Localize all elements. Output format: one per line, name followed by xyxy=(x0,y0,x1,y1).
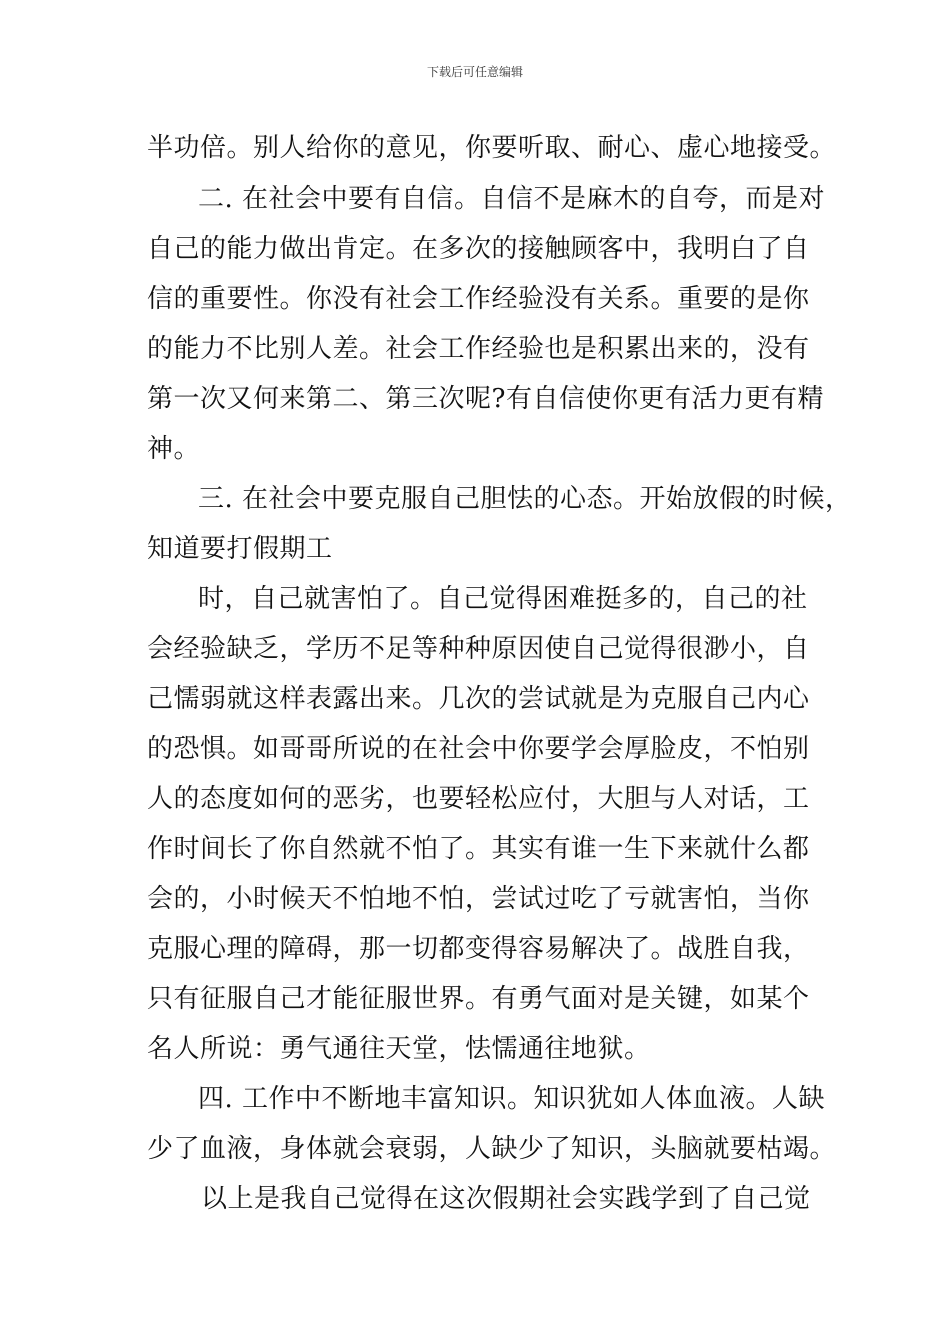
page-header: 下载后可任意编辑 xyxy=(426,65,523,79)
text-line: 的恐惧。如哥哥所说的在社会中你要学会厚脸皮，不怕别 xyxy=(147,734,810,764)
text-line: 自己的能力做出肯定。在多次的接触顾客中，我明白了自 xyxy=(147,234,810,264)
text-line: 时，自己就害怕了。自己觉得困难挺多的，自己的社 xyxy=(198,584,808,614)
text-line: 第一次又何来第二、第三次呢?有自信使你更有活力更有精 xyxy=(147,384,824,414)
text-line: 只有征服自己才能征服世界。有勇气面对是关键，如某个 xyxy=(147,984,810,1014)
text-line: 名人所说：勇气通往天堂，怯懦通往地狱。 xyxy=(147,1034,651,1064)
text-line: 信的重要性。你没有社会工作经验没有关系。重要的是你 xyxy=(147,284,810,314)
text-line: 的能力不比别人差。社会工作经验也是积累出来的，没有 xyxy=(147,334,810,364)
text-line: 克服心理的障碍，那一切都变得容易解决了。战胜自我， xyxy=(147,934,810,964)
text-line: 作时间长了你自然就不怕了。其实有谁一生下来就什么都 xyxy=(147,834,810,864)
text-line: 半功倍。别人给你的意见，你要听取、耐心、虚心地接受。 xyxy=(147,133,837,163)
text-line: 人的态度如何的恶劣，也要轻松应付，大胆与人对话，工 xyxy=(147,784,810,814)
text-line: 神。 xyxy=(147,434,201,464)
text-line: 己懦弱就这样表露出来。几次的尝试就是为克服自己内心 xyxy=(147,684,810,714)
text-line: 四. 工作中不断地丰富知识。知识犹如人体血液。人缺 xyxy=(198,1084,826,1114)
text-line: 会经验缺乏，学历不足等种种原因使自己觉得很渺小，自 xyxy=(147,634,810,664)
text-line: 知道要打假期工 xyxy=(147,534,333,564)
text-line: 会的，小时候天不怕地不怕，尝试过吃了亏就害怕，当你 xyxy=(147,884,810,914)
text-line: 二. 在社会中要有自信。自信不是麻木的自夸，而是对 xyxy=(198,184,826,214)
text-line: 以上是我自己觉得在这次假期社会实践学到了自己觉 xyxy=(201,1184,811,1214)
text-line: 少了血液，身体就会衰弱，人缺少了知识，头脑就要枯竭。 xyxy=(147,1134,837,1164)
text-line: 三. 在社会中要克服自己胆怯的心态。开始放假的时候， xyxy=(198,484,852,514)
